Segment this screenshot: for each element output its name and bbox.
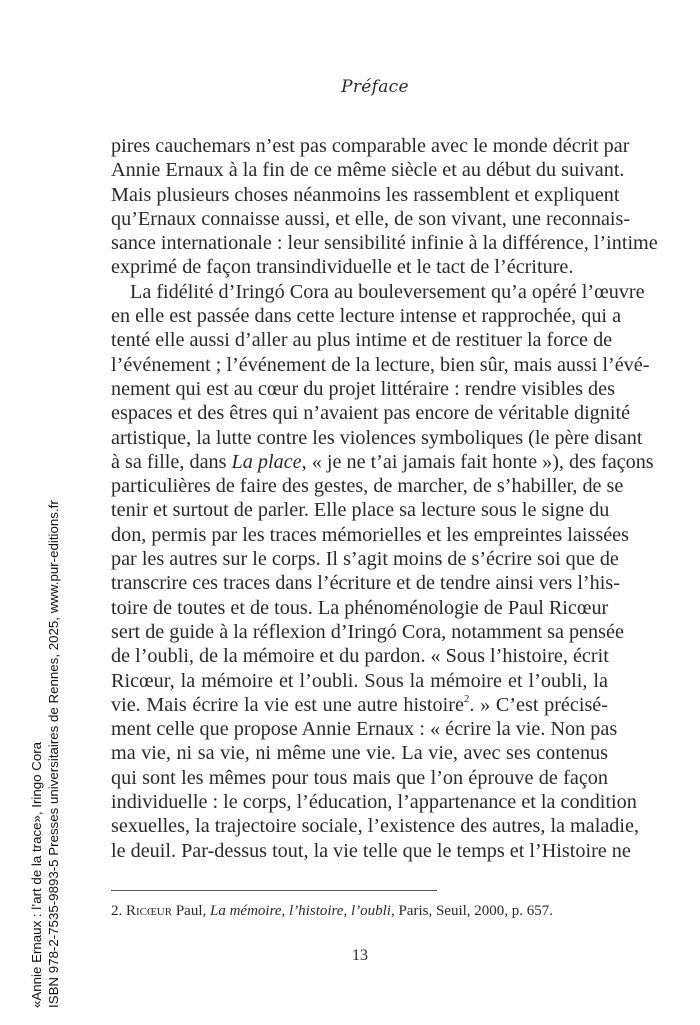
text-line: de l’oubli, de la mémoire et du pardon. « Sous l’histoire, écrit (111, 645, 609, 668)
paragraph-2 (111, 280, 654, 863)
side-credit (28, 500, 62, 1008)
footnote-author-rest: Paul, (172, 903, 210, 919)
line-text: . » C’est précisé- (469, 693, 608, 716)
text-line: exprimé de façon transindividuelle et le tact de l’écriture. (111, 256, 574, 279)
main-text (111, 134, 658, 863)
book-title: La place (231, 450, 302, 473)
text-line: tenir et surtout de parler. Elle place sa lecture sous le signe du (111, 499, 610, 522)
text-line: sert de guide à la réflexion d’Iringó Cora, notamment sa pensée (111, 620, 624, 643)
text-line: ment celle que propose Annie Ernaux : « écrire la vie. Non pas (111, 718, 618, 741)
text-line: nement qui est au cœur du projet littéraire : rendre visibles des (111, 377, 615, 400)
text-line: don, permis par les traces mémorielles et les empreintes laissées (111, 523, 629, 546)
line-text: , « je ne t’ai jamais fait honte »), des façons (301, 450, 654, 473)
text-line: individuelle : le corps, l’éducation, l’appartenance et la condition (111, 791, 637, 814)
text-line: le deuil. Par-dessus tout, la vie telle que le temps et l’Histoire ne (111, 839, 631, 862)
text-line: par les autres sur le corps. Il s’agit moins de s’écrire soi que de (111, 548, 619, 571)
text-line: espaces et des êtres qui n’avaient pas encore de véritable dignité (111, 402, 631, 425)
text-line: Mais plusieurs choses néanmoins les rassemblent et expliquent (111, 183, 620, 206)
text-line: qui sont les mêmes pour tous mais que l’on éprouve de façon (111, 766, 608, 789)
footnote-number: 2. (111, 903, 123, 919)
page-number (0, 947, 700, 965)
text-line: sexuelles, la trajectoire sociale, l’existence des autres, la maladie, (111, 815, 639, 838)
text-line: artistique, la lutte contre les violences symboliques (le père disant (111, 426, 643, 449)
text-line: La fidélité d’Iringó Cora au bouleversement qu’a opéré l’œuvre (130, 280, 645, 303)
text-line: Annie Ernaux à la fin de ce même siècle et au début du suivant. (111, 159, 625, 182)
line-text: vie. Mais écrire la vie est une autre histoire (111, 693, 464, 716)
footnote-ref[interactable]: 2 (463, 692, 470, 705)
text-line: toire de toutes et de tous. La phénoménologie de Paul Ricœur (111, 596, 609, 619)
running-header (0, 77, 700, 97)
footnote-divider (111, 890, 437, 891)
text-line: sance internationale : leur sensibilité infinie à la différence, l’intime (111, 232, 658, 255)
text-line: en elle est passée dans cette lecture intense et rapprochée, qui a (111, 305, 622, 328)
text-line: pires cauchemars n’est pas comparable avec le monde décrit par (111, 135, 630, 157)
credit-title-line: «Annie Ernaux : l’art de la trace», Iringo Cora (29, 741, 44, 1008)
text-line: qu’Ernaux connaisse aussi, et elle, de son vivant, une reconnais- (111, 207, 631, 230)
credit-isbn-line: ISBN 978-2-7535-9893-5 Presses universitaires de Rennes, 2025, www.pur-editions.fr (46, 500, 61, 1008)
text-line: l’événement ; l’événement de la lecture, bien sûr, mais aussi l’évé- (111, 353, 650, 376)
text-line-with-book-title (111, 450, 654, 474)
footnote (111, 902, 611, 920)
text-line: ma vie, ni sa vie, ni même une vie. La vie, avec ses contenus (111, 742, 608, 765)
footnote-publication: , Paris, Seuil, 2000, p. 657. (390, 903, 554, 919)
text-line: tenté elle aussi d’aller au plus intime et de restituer la force de (111, 329, 613, 352)
footnote-title: La mémoire, l’histoire, l’oubli (210, 903, 391, 919)
text-line: particulières de faire des gestes, de marcher, de s’habiller, de se (111, 475, 624, 498)
page-number-value: 13 (352, 947, 368, 964)
text-line: Ricœur, la mémoire et l’oubli. Sous la mémoire et l’oubli, la (111, 669, 608, 692)
text-line: transcrire ces traces dans l’écriture et de tendre ainsi vers l’his- (111, 572, 620, 595)
text-line-with-note (111, 693, 608, 717)
footnote-author: Ricœur (126, 903, 173, 919)
running-title: Préface (341, 77, 409, 97)
paragraph-1 (111, 134, 658, 280)
line-text: à sa fille, dans (111, 450, 232, 473)
